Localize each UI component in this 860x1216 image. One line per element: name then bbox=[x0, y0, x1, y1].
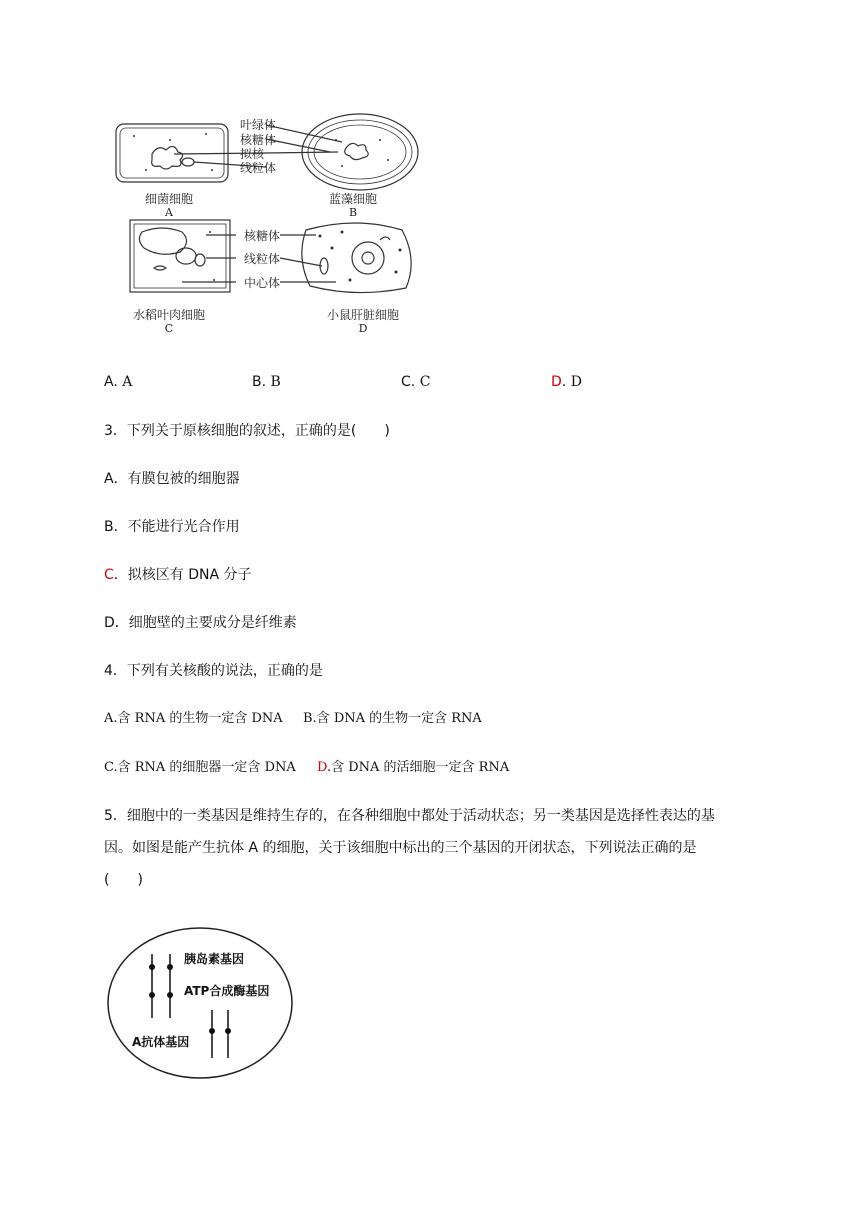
q3-option-c[interactable]: C．拟核区有 DNA 分子 bbox=[104, 567, 252, 583]
q3-stem: 3．下列关于原核细胞的叙述，正确的是( ) bbox=[104, 423, 390, 439]
label-mitochondrion: 线粒体 bbox=[240, 161, 277, 175]
label-nucleoid: 拟核 bbox=[240, 147, 265, 161]
q5-stem-line-1: 5．细胞中的一类基因是维持生存的，在各种细胞中都处于活动状态；另一类基因是选择性表达的基 bbox=[104, 808, 715, 824]
caption-cyanobacterium: 蓝藻细胞 bbox=[328, 192, 377, 206]
label-mitochondrion-cd: 线粒体 bbox=[244, 252, 281, 266]
caption-letter-a: A bbox=[165, 206, 173, 219]
label-antibody-a-gene: A抗体基因 bbox=[132, 1035, 190, 1049]
q2-option-c[interactable]: C. C bbox=[401, 374, 431, 390]
q2-option-d[interactable]: D. D bbox=[551, 374, 582, 390]
caption-letter-b: B bbox=[348, 206, 358, 219]
label-centriole: 中心体 bbox=[244, 276, 281, 290]
option-letter-correct: C bbox=[104, 567, 114, 583]
label-atp-synthase-gene: ATP合成酶基因 bbox=[184, 984, 270, 998]
q5-stem-line-3: ( ) bbox=[104, 872, 143, 888]
option-letter-correct: D bbox=[551, 374, 562, 390]
nucleus-shape-c bbox=[176, 248, 196, 264]
nucleoid-shape bbox=[152, 146, 183, 169]
q3-option-d[interactable]: D．细胞壁的主要成分是纤维素 bbox=[104, 615, 297, 631]
q4-option-c[interactable]: C.含 RNA 的细胞器一定含 DNA bbox=[104, 760, 296, 775]
q3-option-b[interactable]: B．不能进行光合作用 bbox=[104, 519, 240, 535]
caption-mouse-liver: 小鼠肝脏细胞 bbox=[326, 308, 399, 322]
option-letter: C bbox=[401, 374, 411, 390]
option-text: B bbox=[270, 374, 281, 390]
option-letter: B bbox=[252, 374, 262, 390]
gene-cell-svg bbox=[104, 924, 304, 1082]
caption-rice-mesophyll: 水稻叶肉细胞 bbox=[132, 308, 205, 322]
label-chloroplast: 叶绿体 bbox=[240, 118, 277, 132]
q4-stem: 4．下列有关核酸的说法，正确的是 bbox=[104, 663, 323, 679]
q4-option-a[interactable]: A.含 RNA 的生物一定含 DNA bbox=[104, 711, 283, 726]
caption-bacterial-cell: 细菌细胞 bbox=[144, 192, 193, 206]
label-insulin-gene: 胰岛素基因 bbox=[184, 952, 245, 966]
caption-letter-d: D bbox=[358, 322, 368, 335]
option-text: D bbox=[570, 374, 582, 390]
q2-option-b[interactable]: B. B bbox=[252, 374, 281, 390]
option-text: A bbox=[122, 374, 133, 390]
q5-stem-line-2: 因。如图是能产生抗体 A 的细胞，关于该细胞中标出的三个基因的开闭状态，下列说法正确的是 bbox=[104, 840, 697, 856]
q4-option-d[interactable]: D.含 DNA 的活细胞一定含 RNA bbox=[317, 760, 510, 775]
option-letter: A bbox=[104, 374, 114, 390]
q3-option-a[interactable]: A．有膜包被的细胞器 bbox=[104, 471, 240, 487]
q2-option-a[interactable]: A. A bbox=[104, 374, 133, 390]
mitochondrion-shape bbox=[182, 158, 194, 166]
option-text: C bbox=[419, 374, 431, 390]
option-letter-correct: D bbox=[317, 760, 327, 775]
caption-letter-c: C bbox=[164, 322, 174, 335]
nucleus-shape-d bbox=[352, 242, 384, 274]
label-ribosome-cd: 核糖体 bbox=[244, 229, 281, 243]
q4-option-b[interactable]: B.含 DNA 的生物一定含 RNA bbox=[303, 711, 482, 726]
label-ribosome: 核糖体 bbox=[240, 133, 277, 147]
